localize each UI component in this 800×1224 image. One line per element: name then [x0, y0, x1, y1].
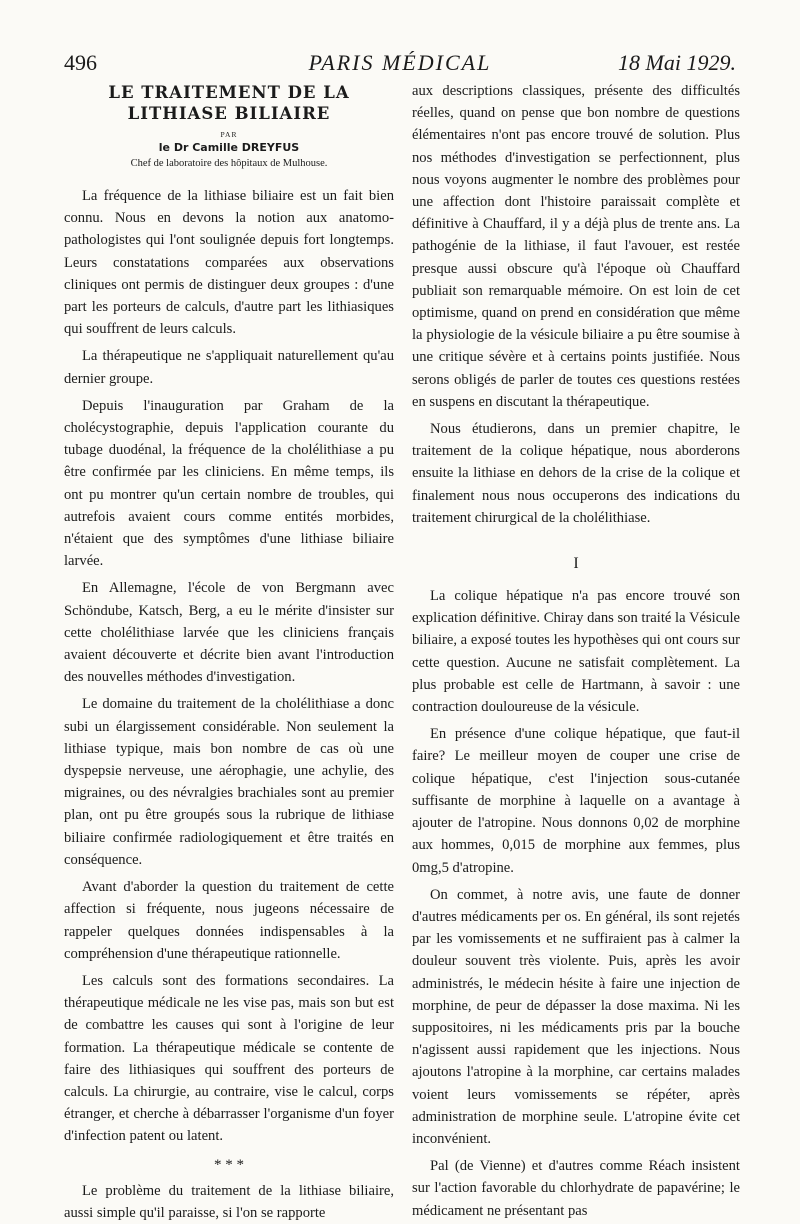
title-line-2: LITHIASE BILIAIRE	[127, 104, 331, 123]
section-heading: I	[573, 555, 579, 573]
paragraph: Nous étudierons, dans un premier chapitre, le traitement de la colique hépatique, nous aborderons ensuite la lithiase en dehors de la crise de la colique et finalement nous nous occuperons des indications du traitement chirurgical de la cholélithiase.	[412, 421, 740, 526]
article-title	[64, 82, 394, 124]
page-number: 496	[64, 50, 97, 75]
paragraph: Pal (de Vienne) et d'autres comme Réach insistent sur l'action favorable du chlorhydrate de papavérine; le médicament ne présentant pas	[412, 1158, 740, 1219]
right-column	[412, 78, 740, 1222]
title-line-1: LE TRAITEMENT DE LA	[108, 83, 350, 102]
paragraph: La colique hépatique n'a pas encore trouvé son explication définitive. Chiray dans son traité la Vésicule biliaire, a exposé toutes les hypothèses qui ont cours sur cette question. Aucune ne satisfait complètement. La plus probable est celle de Hartmann, à savoir : une contraction douloureuse de la vésicule.	[412, 588, 740, 716]
paragraph: Les calculs sont des formations secondaires. La thérapeutique médicale ne les vise pas, mais son but est de combattre les causes qui sont à l'origine de leur formation. La thérapeutique médicale se contente de faire des lithiasiques qui souffrent des porteurs de calculs. La chirurgie, au contraire, vise le calcul, corps étranger, et cherche à débarrasser l'organisme d'un foyer d'infection patent ou latent.	[64, 972, 394, 1145]
paragraph: En présence d'une colique hépatique, que faut-il faire? Le meilleur moyen de couper une crise de colique hépatique, c'est l'injection sous-cutanée suffisante de morphine à laquelle on a avantage à ajouter de l'atropine. Nous donnons 0,02 de morphine aux hommes, 0,015 de morphine aux femmes, plus 0mg,5 d'atropine.	[412, 726, 740, 876]
issue-date: 18 Mai 1929.	[618, 50, 736, 75]
paragraph: aux descriptions classiques, présente des difficultés réelles, quand on pense que bon nombre de questions élémentaires n'ont pas encore trouvé de solution. Plus nos méthodes d'investigation se perfectionnent, plus nous voyons augmenter le nombre des problèmes pour une affection dont l'histoire paraissait complète et définitive à Chauffard, il y a déjà plus de trente ans. La pathogénie de la lithiase, il faut l'avouer, est restée presque aussi obscure qu'à l'époque où Chauffard publiait son remarquable mémoire. On est loin de cet optimisme, quand on prend en considération que même la physiologie de la vésicule biliaire a pu être soumise à une critique sévère et à certains points justifiée. Nous serons obligés de parler de toutes ces questions restées en suspens en discutant la thérapeutique.	[412, 83, 740, 410]
journal-title: PARIS MÉDICAL	[308, 50, 492, 75]
author-name: le Dr Camille DREYFUS	[158, 141, 300, 154]
byline-par: PAR	[220, 130, 238, 139]
paragraph: En Allemagne, l'école de von Bergmann avec Schöndube, Katsch, Berg, a eu le mérite d'insister sur cette cholélithiase larvée que les cliniciens français avaient découverte et décrite bien avant l'introduction des nouvelles méthodes d'investigation.	[64, 580, 394, 686]
author-affiliation: Chef de laboratoire des hôpitaux de Mulhouse.	[130, 158, 328, 169]
paragraph: Depuis l'inauguration par Graham de la cholécystographie, depuis l'application courante du tubage duodénal, la fréquence de la cholélithiase a pu être confirmée par les cliniciens. En même temps, ils ont pu montrer qu'un certain nombre de troubles, qui autrefois avaient cours comme entités morbides, n'étaient que des symptômes d'une lithiase biliaire larvée.	[64, 397, 394, 570]
paragraph: Avant d'aborder la question du traitement de cette affection si fréquente, nous jugeons nécessaire de rappeler quelques données indispensables à la compréhension d'une thérapeutique rationnelle.	[64, 879, 394, 962]
paragraph: La fréquence de la lithiase biliaire est un fait bien connu. Nous en devons la notion aux anatomo-pathologistes qui l'ont soulignée depuis fort longtemps. Leurs constatations comparées aux observations cliniques ont permis de distinguer deux groupes : d'une part les porteurs de calculs, d'autre part les lithiasiques qui souffrent de leurs calculs.	[64, 188, 394, 338]
paragraph: Le problème du traitement de la lithiase biliaire, aussi simple qu'il paraisse, si l'on se rapporte	[64, 1182, 394, 1221]
running-header	[64, 48, 736, 82]
paragraph: Le domaine du traitement de la cholélithiase a donc subi un élargissement considérable. Non seulement la lithiase typique, mais bon nombre de cas où une dyspepsie nerveuse, une aérophagie, une achylie, des migraines, ou des névralgies brachiales sont au premier plan, ont pu être groupés sous la rubrique de lithiase biliaire confirmée radiologiquement et être traités en conséquence.	[64, 696, 394, 868]
paragraph: On commet, à notre avis, une faute de donner d'autres médicaments per os. En général, ils sont rejetés par les vomissements et ne suffiraient pas à calmer la douleur souvent très violente. Puis, après les avoir administrés, le médecin hésite à faire une injection de morphine, de peur de dépasser la dose maxima. Ni les suppositoires, ni les médicaments pris par la bouche n'agissent aussi rapidement que les injections. Nous ajoutons l'atropine à la morphine, car certains malades voient leurs vomissements se répéter, après administration de morphine seule. L'atropine évite cet inconvénient.	[412, 886, 740, 1147]
left-column	[64, 80, 394, 1224]
paragraph: La thérapeutique ne s'appliquait naturellement qu'au dernier groupe.	[64, 348, 394, 387]
section-separator: * * *	[214, 1156, 244, 1173]
